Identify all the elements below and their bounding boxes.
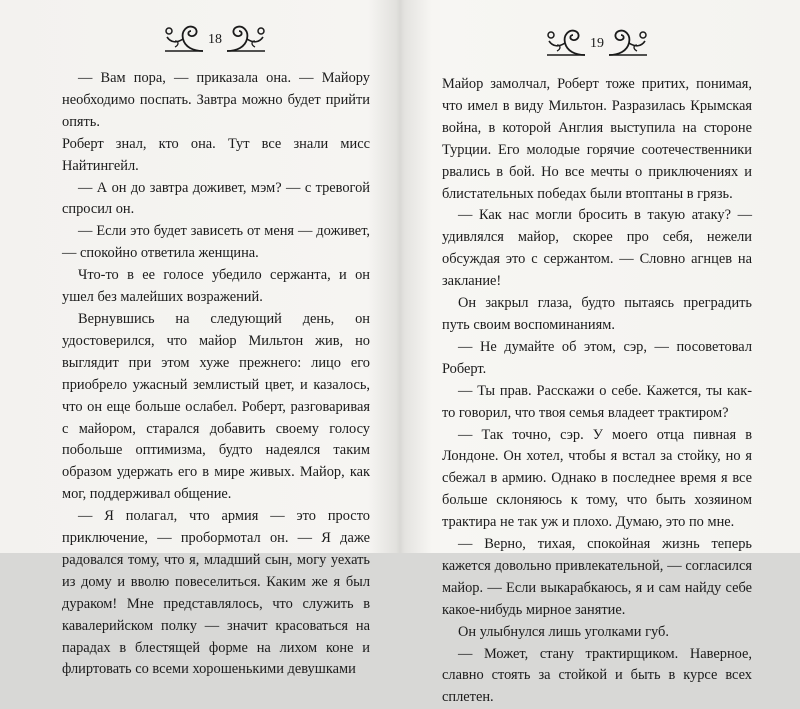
paragraph: Роберт знал, кто она. Тут все знали мисс Найтингейл. <box>62 135 370 174</box>
scroll-ornament-icon <box>163 21 205 55</box>
page-number: 19 <box>590 36 604 51</box>
scroll-ornament-icon <box>225 21 267 55</box>
body-text <box>62 68 370 681</box>
paragraph: Майор замолчал, Роберт тоже притих, понимая, что имел в виду Мильтон. Разразилась Крымская война, в которой Англия выступила на стороне Турции. Его молодые горячие соотечественники рвались в бой. Но все мечты о приключениях и блистательных победах были втоптаны в грязь. <box>442 76 752 202</box>
running-header <box>140 18 290 58</box>
right-page <box>402 0 800 706</box>
left-page <box>0 0 398 678</box>
paragraph: — Вам пора, — приказала она. — Майору необходимо поспать. Завтра можно будет прийти опять. <box>62 70 370 130</box>
paragraph: Он закрыл глаза, будто пытаясь преградить путь своим воспоминаниям. <box>442 295 752 333</box>
paragraph: Он улыбнулся лишь уголками губ. <box>458 623 669 640</box>
scroll-ornament-icon <box>545 25 587 59</box>
paragraph: — Если это будет зависеть от меня — доживет, — спокойно ответила женщина. <box>62 223 370 262</box>
paragraph: — Как нас могли бросить в такую атаку? — удивлялся майор, скорее про себя, нежели обсуждая это с сержантом. — Словно агнцев на заклание! <box>442 207 752 290</box>
paragraph: — Так точно, сэр. У моего отца пивная в Лондоне. Он хотел, чтобы я встал за стойку, но я сбежал в армию. Однако в последнее время я все больше склоняюсь к тому, что быть хозяином трактира не так уж и плохо. Думаю, это по мне. <box>442 426 752 531</box>
scroll-ornament-icon <box>607 25 649 59</box>
page-number: 18 <box>208 32 222 47</box>
paragraph: — Может, стану трактирщиком. Наверное, славно стоять за стойкой и быть в курсе всех сплетен. <box>442 645 752 706</box>
paragraph: Что-то в ее голосе убедило сержанта, и он ушел без малейших возражений. <box>62 267 370 306</box>
paragraph: — Верно, тихая, спокойная жизнь теперь кажется довольно привлекательной, — согласился майор. — Если выкарабкаюсь, я и сам найду себе какое-нибудь мирное занятие. <box>442 536 752 618</box>
paragraph: — Ты прав. Расскажи о себе. Кажется, ты как-то говорил, что твоя семья владеет трактиром? <box>442 382 752 421</box>
running-header <box>522 22 672 62</box>
paragraph: — Я полагал, что армия — это просто приключение, — пробормотал он. — Я даже радовался тому, что я, младший сын, могу уехать из дому и вволю повеселиться. Каким же я был дураком! Мне представлялось, что служить в кавалерийском полку — значит красоваться на парадах в блестящей форме на лихом коне и флиртовать со всеми хорошенькими девушками <box>62 508 370 678</box>
paragraph: — А он до завтра доживет, мэм? — с тревогой спросил он. <box>62 179 370 218</box>
body-text <box>442 74 752 709</box>
paragraph: — Не думайте об этом, сэр, — посоветовал Роберт. <box>442 338 752 377</box>
paragraph: Вернувшись на следующий день, он удостоверился, что майор Мильтон жив, но выглядит при этом хуже прежнего: лицо его приобрело ужасный землистый цвет, и казалось, что он еще больше ослабел. Роберт, разговаривая с майором, старался добавить своему голосу побольше оптимизма, будто надеялся таким образом удержать его в мире живых. Майор, как мог, поддерживал общение. <box>62 310 370 503</box>
